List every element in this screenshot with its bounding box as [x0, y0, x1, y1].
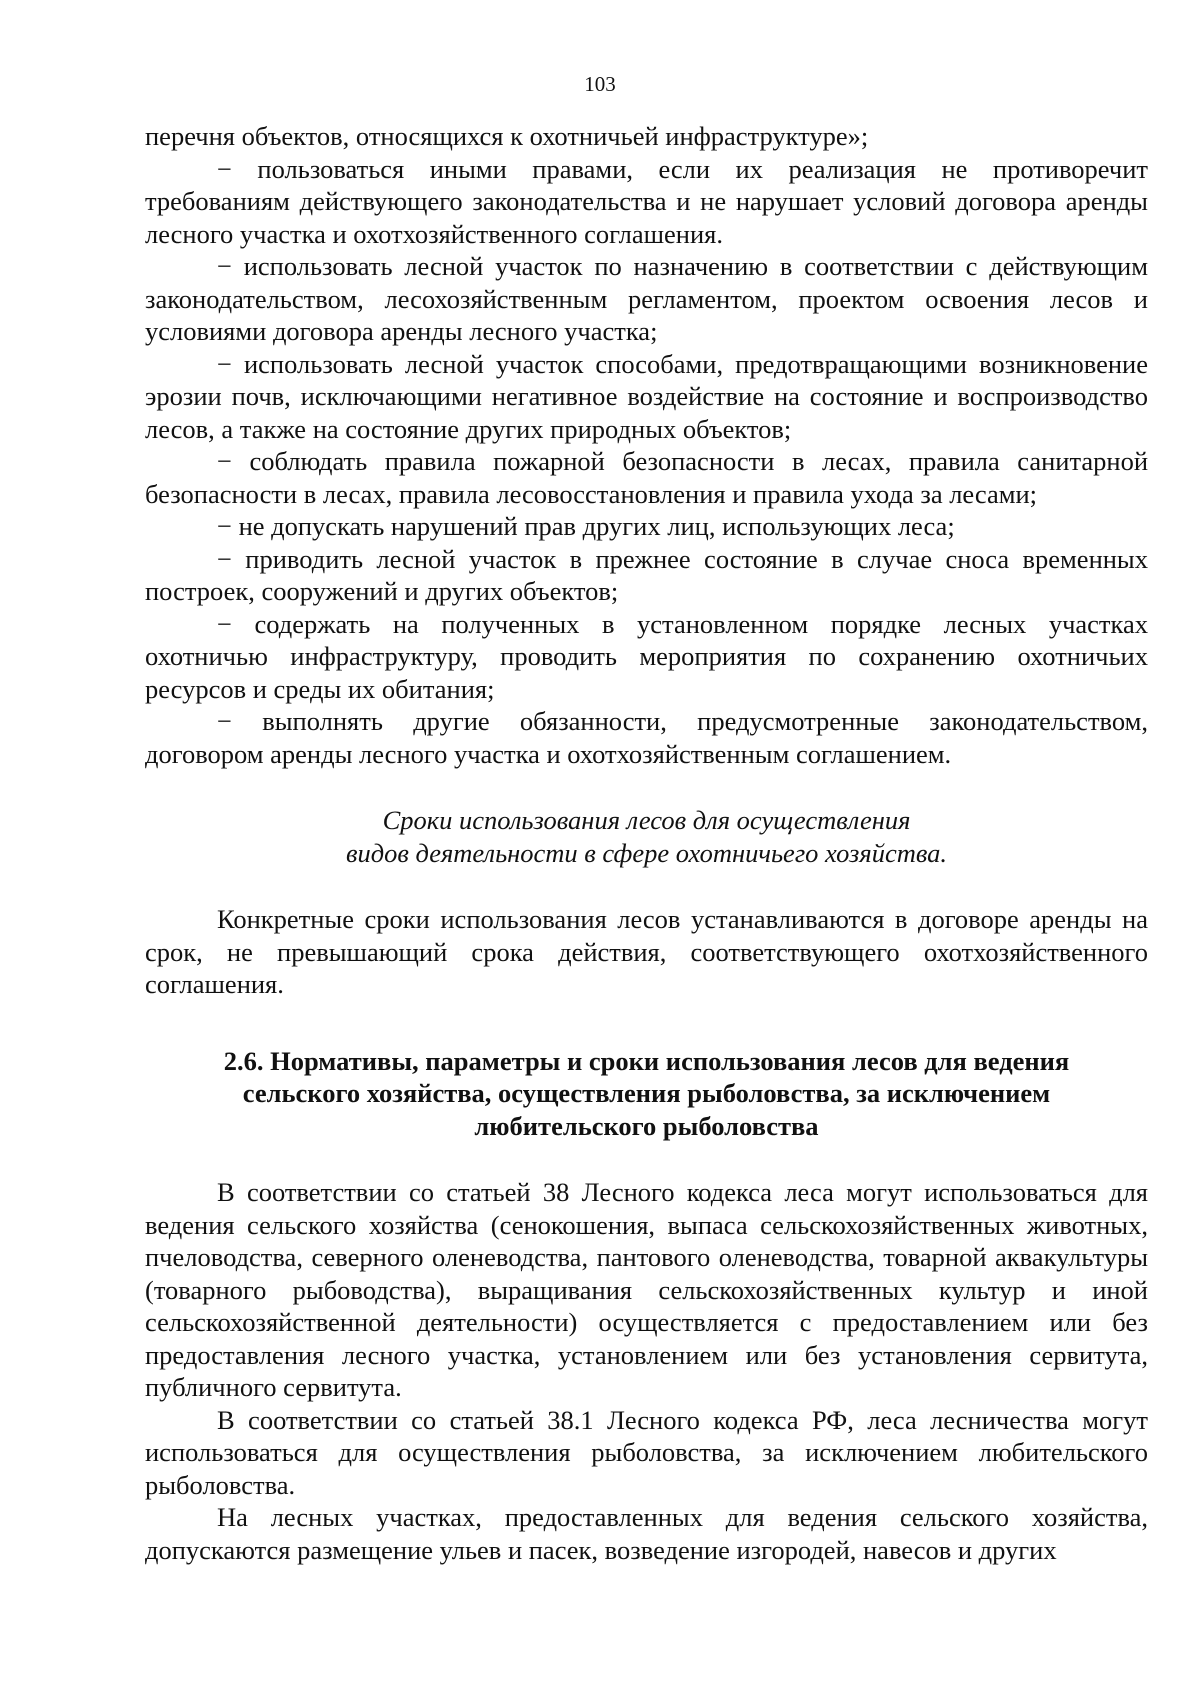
subheading-line: Сроки использования лесов для осуществления [382, 805, 911, 835]
terms-paragraph: Конкретные сроки использования лесов устанавливаются в договоре аренды на срок, не превышающий срока действия, соответствующего охотхозяйственного соглашения. [145, 904, 1148, 999]
section-title-line: 2.6. Нормативы, параметры и сроки использования лесов для ведения [223, 1045, 1070, 1076]
obligation-item: − приводить лесной участок в прежнее состояние в случае сноса временных построек, сооружений и других объектов; [145, 543, 1148, 606]
obligation-item: − использовать лесной участок способами, предотвращающими возникновение эрозии почв, исключающими негативное воздействие на состояние и воспроизводство лесов, а также на состояние других природных объектов; [145, 348, 1148, 444]
section-paragraph: В соответствии со статьей 38 Лесного кодекса леса могут использоваться для ведения сельского хозяйства (сенокошения, выпаса сельскохозяйственных животных, пчеловодства, северного оленеводства, пантового оленеводства, товарной аквакультуры (товарного рыбоводства), выращивания сельскохозяйственных культур и иной сельскохозяйственной деятельности) осуществляется с предоставлением или без предоставления лесного участка, установлением или без установления сервитута, публичного сервитута. [145, 1177, 1148, 1402]
obligation-item: − не допускать нарушений прав других лиц, использующих леса; [217, 511, 955, 541]
obligation-item: − содержать на полученных в установленном порядке лесных участках охотничью инфраструктуру, проводить мероприятия по сохранению охотничьих ресурсов и среды их обитания; [145, 608, 1148, 704]
page-content [145, 120, 1148, 1566]
obligation-item: − соблюдать правила пожарной безопасности в лесах, правила санитарной безопасности в лесах, правила лесовосстановления и правила ухода за лесами; [145, 446, 1148, 509]
section-title-line: сельского хозяйства, осуществления рыболовства, за исключением [242, 1078, 1051, 1108]
subheading-line: видов деятельности в сфере охотничьего хозяйства. [345, 837, 948, 868]
intro-line: перечня объектов, относящихся к охотничьей инфраструктуре»; [145, 121, 869, 151]
obligation-item: − выполнять другие обязанности, предусмотренные законодательством, договором аренды лесного участка и охотхозяйственным соглашением. [145, 706, 1148, 769]
section-paragraph: На лесных участках, предоставленных для ведения сельского хозяйства, допускаются размещение ульев и пасек, возведение изгородей, навесов и других [145, 1502, 1148, 1565]
obligation-item: − использовать лесной участок по назначению в соответствии с действующим законодательством, лесохозяйственным регламентом, проектом освоения лесов и условиями договора аренды лесного участка; [145, 251, 1148, 346]
section-paragraph: В соответствии со статьей 38.1 Лесного кодекса РФ, леса лесничества могут использоваться для осуществления рыболовства, за исключением любительского рыболовства. [145, 1404, 1148, 1500]
italic-subheading [145, 804, 1148, 869]
section-title [145, 1045, 1148, 1143]
section-title-line: любительского рыболовства [474, 1110, 819, 1141]
page-number: 103 [584, 72, 616, 96]
obligation-item: − пользоваться иными правами, если их реализация не противоречит требованиям действующего законодательства и не нарушает условий договора аренды лесного участка и охотхозяйственного соглашения. [145, 153, 1148, 249]
